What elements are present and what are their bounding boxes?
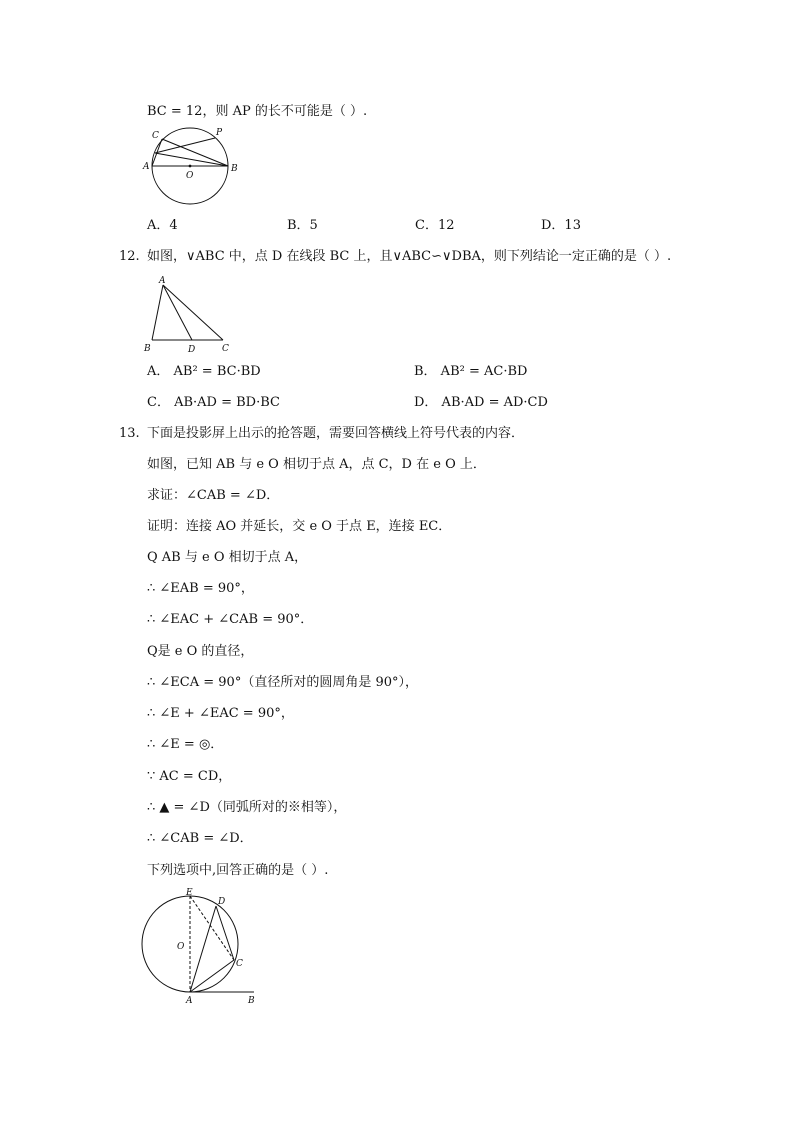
q13-line-step2: ∴ ∠EAB = 90°，: [147, 581, 254, 596]
label-d: D: [188, 345, 196, 355]
q12-number: 12.: [119, 249, 140, 264]
q13-line-step1: Q AB 与 e O 相切于点 A，: [147, 550, 308, 565]
q13-line-step4: Q是 e O 的直径，: [147, 644, 254, 659]
q13-line-question: 下列选项中,回答正确的是（ ）.: [147, 863, 329, 878]
label-c: C: [222, 344, 229, 354]
label-c: C: [152, 131, 159, 141]
q12-option-d[interactable]: D． AB·AD = AD·CD: [414, 395, 548, 410]
label-o: O: [177, 942, 185, 952]
q11-option-c[interactable]: C．12: [415, 218, 455, 233]
label-b: B: [231, 164, 238, 174]
label-a: A: [143, 162, 150, 172]
q11-option-b[interactable]: B．5: [287, 218, 318, 233]
q11-option-a[interactable]: A．4: [147, 218, 178, 233]
label-c: C: [236, 959, 243, 969]
label-p: P: [216, 128, 223, 138]
q13-tangent-figure: [140, 888, 270, 1008]
q13-line-intro: 下面是投影屏上出示的抢答题，需要回答横线上符号代表的内容．: [147, 426, 525, 441]
q13-line-prove: 求证：∠CAB = ∠D．: [147, 488, 280, 503]
label-o: O: [186, 171, 194, 181]
q13-line-step8: ∵ AC = CD，: [147, 769, 232, 784]
q13-line-step9: ∴ ▲ = ∠D（同弧所对的※相等），: [147, 800, 347, 815]
q13-line-step6: ∴ ∠E + ∠EAC = 90°，: [147, 706, 294, 721]
q13-line-step7: ∴ ∠E = ◎．: [147, 737, 224, 752]
q12-option-c[interactable]: C． AB·AD = BD·BC: [147, 395, 280, 410]
label-a: A: [186, 996, 193, 1006]
q13-line-given: 如图，已知 AB 与 e O 相切于点 A，点 C，D 在 e O 上．: [147, 457, 486, 472]
q13-line-step10: ∴ ∠CAB = ∠D．: [147, 831, 253, 846]
q13-number: 13.: [119, 426, 140, 441]
q13-line-step5: ∴ ∠ECA = 90°（直径所对的圆周角是 90°），: [147, 675, 418, 690]
q13-line-proof-start: 证明：连接 AO 并延长，交 e O 于点 E，连接 EC．: [147, 519, 452, 534]
q13-line-step3: ∴ ∠EAC + ∠CAB = 90°．: [147, 612, 314, 627]
label-e: E: [186, 888, 193, 898]
label-b: B: [144, 344, 151, 354]
q12-stem: 如图，∨ABC 中，点 D 在线段 BC 上，且∨ABC∽∨DBA，则下列结论一定正确的是（ ）.: [147, 249, 672, 264]
q11-circle-figure: [140, 125, 250, 205]
q11-option-d[interactable]: D．13: [541, 218, 581, 233]
q12-option-a[interactable]: A． AB² = BC·BD: [147, 364, 261, 379]
q12-triangle-figure: [140, 273, 240, 355]
q12-option-b[interactable]: B． AB² = AC·BD: [414, 364, 528, 379]
label-a: A: [159, 276, 166, 286]
label-b: B: [248, 996, 255, 1006]
q11-stem-tail: BC = 12，则 AP 的长不可能是（ ）.: [147, 104, 368, 119]
label-d: D: [218, 897, 226, 907]
